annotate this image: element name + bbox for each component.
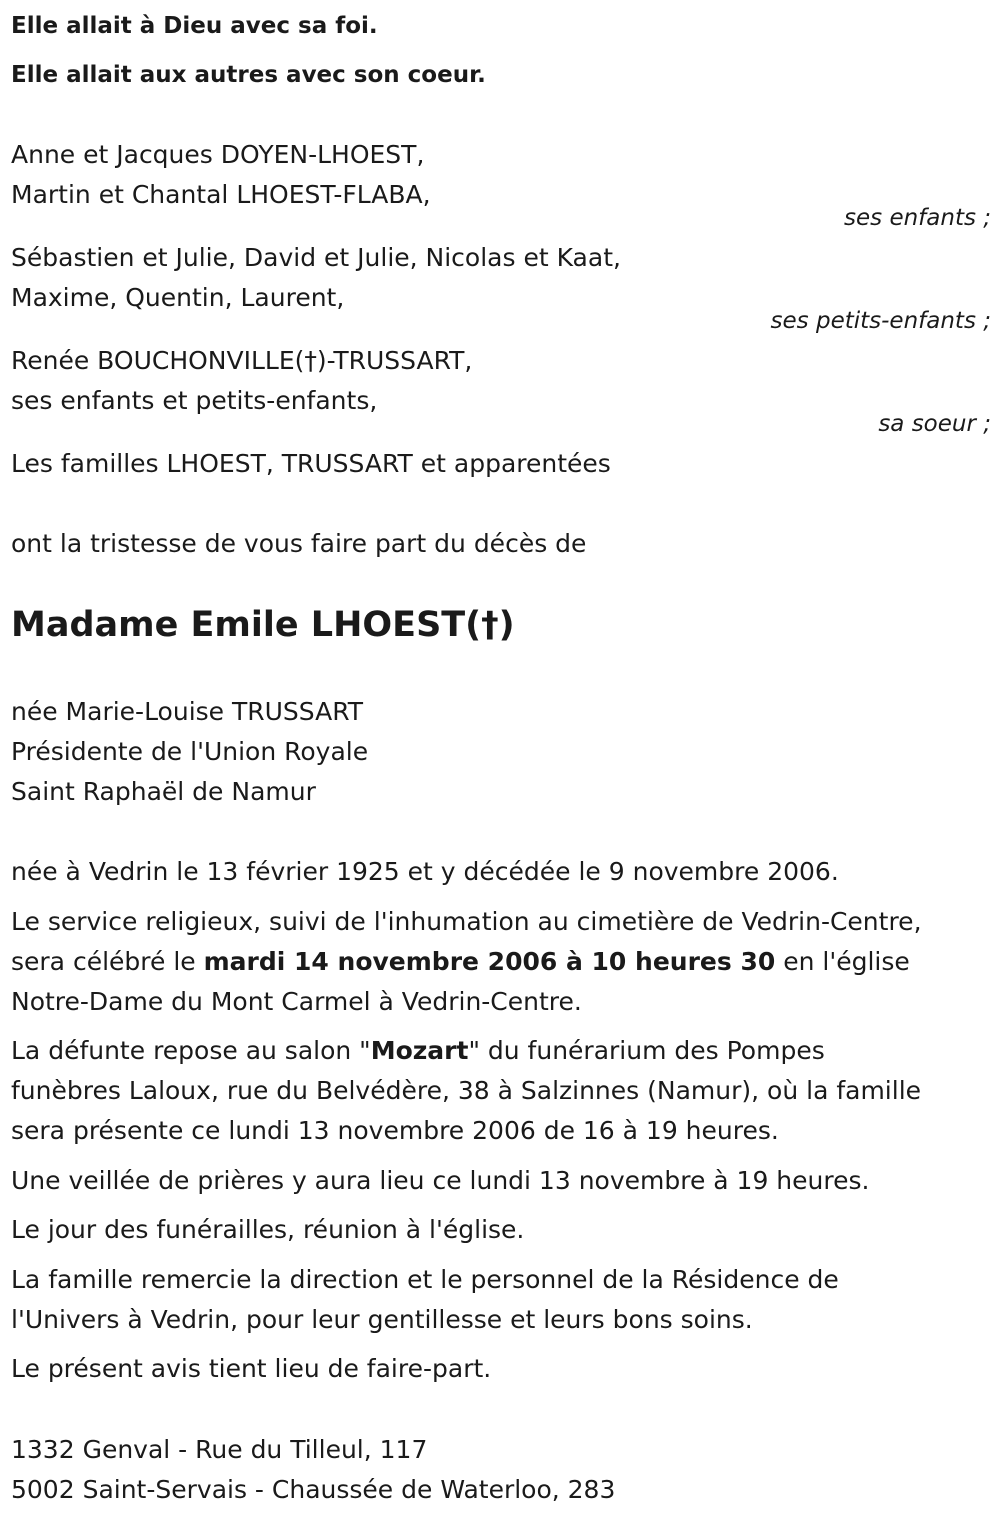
sister-relation: sa soeur ; xyxy=(878,411,991,437)
children-line-1: Anne et Jacques DOYEN-LHOEST, xyxy=(11,140,425,169)
vigil-text: Une veillée de prières y aura lieu ce lundi 13 novembre à 19 heures. xyxy=(11,1166,870,1195)
families-line: Les familles LHOEST, TRUSSART et apparentées xyxy=(11,449,611,478)
service-line-1: Le service religieux, suivi de l'inhumation au cimetière de Vedrin-Centre, xyxy=(11,907,922,936)
children-line-2: Martin et Chantal LHOEST-FLABA, xyxy=(11,180,431,209)
service-line-2 xyxy=(11,942,910,982)
grandchildren-relation: ses petits-enfants ; xyxy=(770,308,991,334)
announcement-text: ont la tristesse de vous faire part du décès de xyxy=(11,529,587,558)
address-line-2: 5002 Saint-Servais - Chaussée de Waterloo, 283 xyxy=(11,1475,616,1504)
sister-line-1: Renée BOUCHONVILLE(†)-TRUSSART, xyxy=(11,346,473,375)
thanks-line-2: l'Univers à Vedrin, pour leur gentillesse et leurs bons soins. xyxy=(11,1305,753,1334)
epigraph-line-2: Elle allait aux autres avec son coeur. xyxy=(11,62,486,88)
thanks-line-1: La famille remercie la direction et le personnel de la Résidence de xyxy=(11,1265,839,1294)
rest-line-3: sera présente ce lundi 13 novembre 2006 de 16 à 19 heures. xyxy=(11,1116,779,1145)
birth-death-text: née à Vedrin le 13 février 1925 et y décédée le 9 novembre 2006. xyxy=(11,857,839,886)
deceased-born-name: née Marie-Louise TRUSSART xyxy=(11,697,364,726)
children-relation: ses enfants ; xyxy=(844,205,991,231)
grandchildren-line-2: Maxime, Quentin, Laurent, xyxy=(11,283,345,312)
grandchildren-line-1: Sébastien et Julie, David et Julie, Nicolas et Kaat, xyxy=(11,243,621,272)
service-line-2-post: en l'église xyxy=(775,947,910,976)
funeral-day-text: Le jour des funérailles, réunion à l'église. xyxy=(11,1215,525,1244)
address-line-1: 1332 Genval - Rue du Tilleul, 117 xyxy=(11,1435,428,1464)
epigraph-line-1: Elle allait à Dieu avec sa foi. xyxy=(11,13,378,39)
notice-text: Le présent avis tient lieu de faire-part. xyxy=(11,1354,492,1383)
rest-salon-name: Mozart xyxy=(370,1036,469,1065)
deceased-title-line-2: Saint Raphaël de Namur xyxy=(11,777,316,806)
service-date: mardi 14 novembre 2006 à 10 heures 30 xyxy=(203,947,776,976)
service-line-2-pre: sera célébré le xyxy=(11,947,204,976)
deceased-title-line-1: Présidente de l'Union Royale xyxy=(11,737,369,766)
rest-line-1-post: " du funérarium des Pompes xyxy=(468,1036,825,1065)
rest-line-1 xyxy=(11,1031,825,1071)
service-line-3: Notre-Dame du Mont Carmel à Vedrin-Centre. xyxy=(11,987,582,1016)
rest-line-2: funèbres Laloux, rue du Belvédère, 38 à Salzinnes (Namur), où la famille xyxy=(11,1076,922,1105)
rest-line-1-pre: La défunte repose au salon " xyxy=(11,1036,371,1065)
sister-line-2: ses enfants et petits-enfants, xyxy=(11,386,378,415)
deceased-name: Madame Emile LHOEST(†) xyxy=(11,605,515,645)
